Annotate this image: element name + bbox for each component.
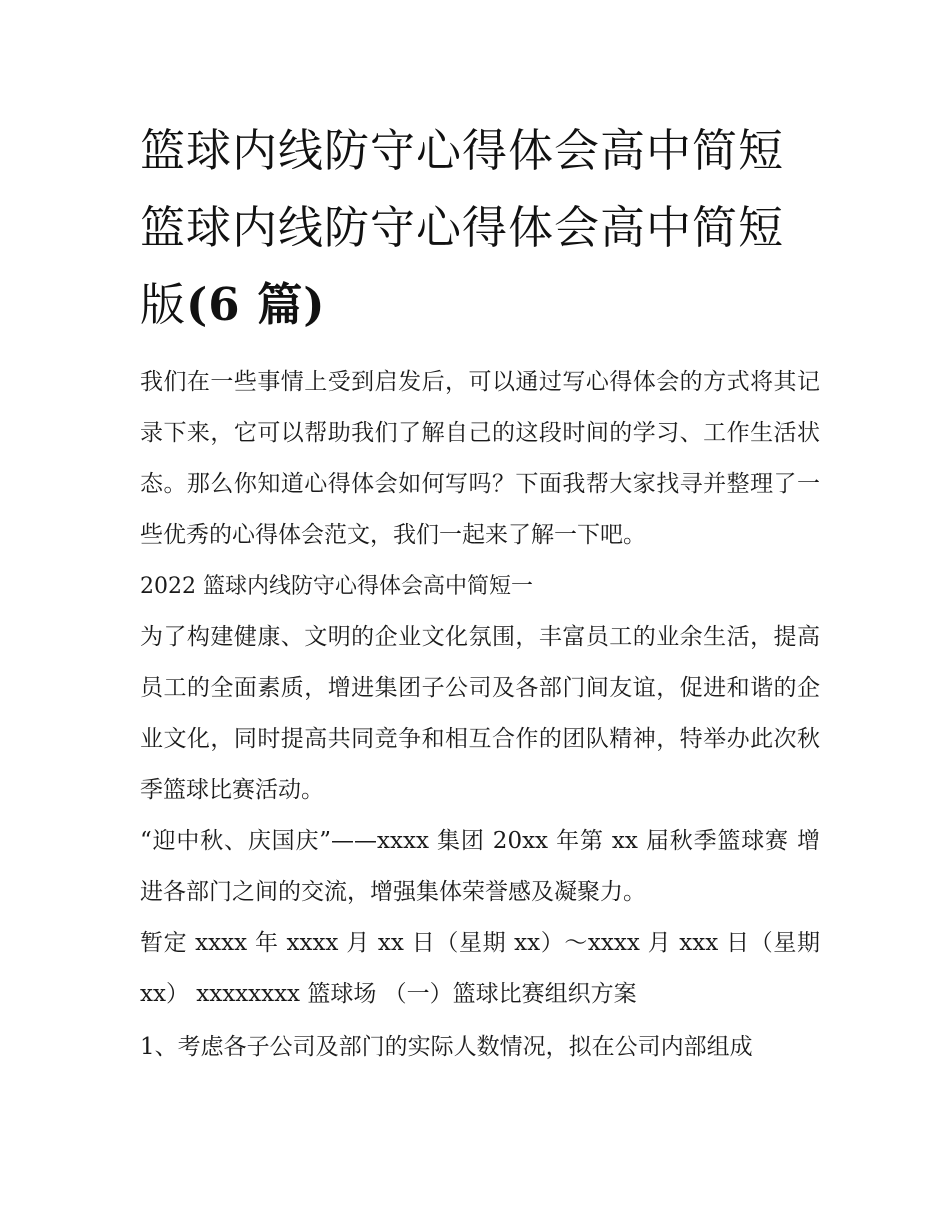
body-paragraph-2: “迎中秋、庆国庆”——xxxx 集团 20xx 年第 xx 届秋季篮球赛 增进各部门之间的交流，增强集体荣誉感及凝聚力。 <box>140 828 820 905</box>
intro-paragraph: 我们在一些事情上受到启发后，可以通过写心得体会的方式将其记录下来，它可以帮助我们了解自己的这段时间的学习、工作生活状态。那么你知道心得体会如何写吗？下面我帮大家找寻并整理了一些优秀的心得体会范文，我们一起来了解一下吧。 <box>140 369 820 548</box>
body-paragraph-3: 暂定 xxxx 年 xxxx 月 xx 日（星期 xx）～xxxx 月 xxx 日（星期 xx） xxxxxxxx 篮球场 （一）篮球比赛组织方案 <box>140 930 820 1007</box>
section-heading: 2022 篮球内线防守心得体会高中简短一 <box>140 574 533 599</box>
body-paragraph-4: 1、考虑各子公司及部门的实际人数情况，拟在公司内部组成 <box>140 1034 753 1060</box>
document-title <box>140 112 820 343</box>
title-suffix: (6 篇) <box>186 278 326 331</box>
body-paragraph-1: 为了构建健康、文明的企业文化氛围，丰富员工的业余生活，提高员工的全面素质，增进集团子公司及各部门间友谊，促进和谐的企业文化，同时提高共同竞争和相互合作的团队精神，特举办此次秋季篮球比赛活动。 <box>140 624 820 803</box>
title-main: 篮球内线防守心得体会高中简短 篮球内线防守心得体会高中简短版 <box>140 124 785 331</box>
document-body <box>140 112 820 1073</box>
